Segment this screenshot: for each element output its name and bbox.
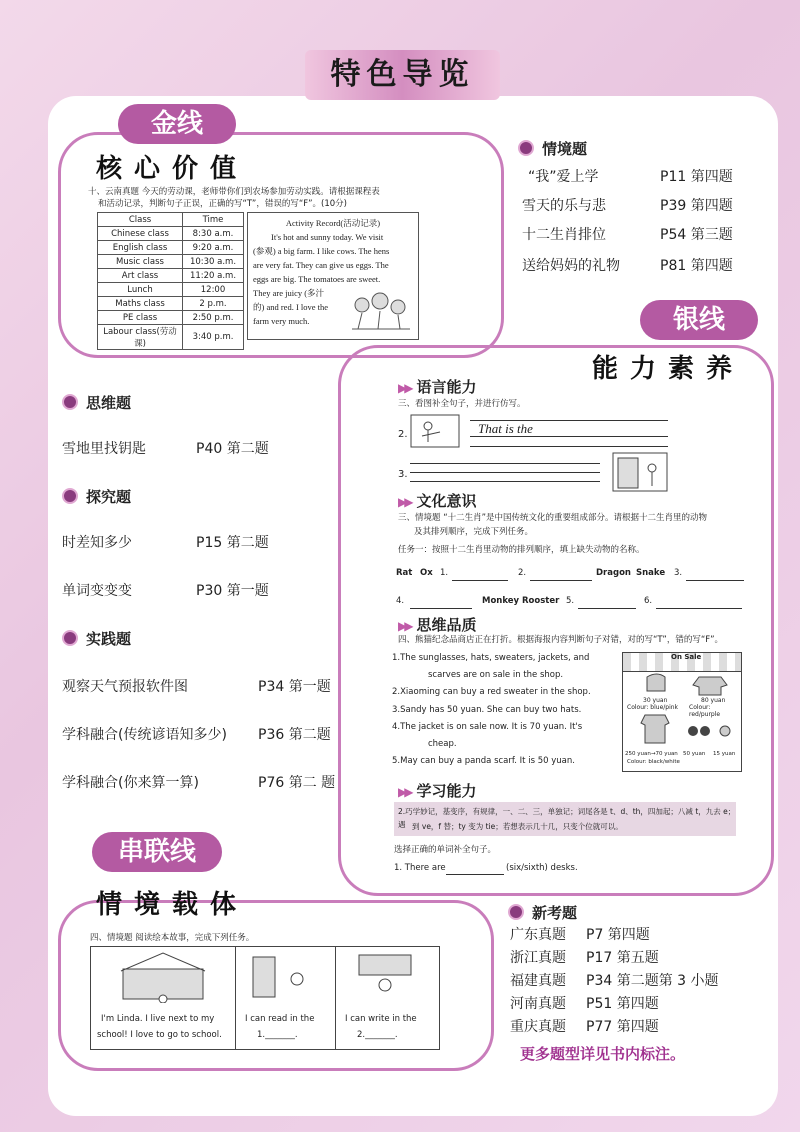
list-item (522, 255, 620, 275)
list-ref: P34 第一题 (258, 679, 331, 695)
bullet-icon (62, 488, 78, 504)
blank-2: 2. (518, 568, 527, 578)
list-ref: P34 第二题第 3 小题 (586, 973, 719, 989)
record-line: (参观) a big farm. I like cows. The hens (253, 246, 390, 256)
list-item: 时差知多少 (62, 535, 132, 551)
school-illustration (117, 951, 209, 1003)
list-item: 浙江真题 (510, 950, 566, 966)
list-ref: P7 第四题 (586, 927, 650, 943)
learning-q1a: 1. There are (394, 863, 446, 873)
teacher-illustration (410, 414, 460, 448)
learning-tip-box (394, 802, 736, 836)
bullet-icon (518, 140, 534, 156)
list-item: 观察天气预报软件图 (62, 679, 188, 695)
story-caption: I can read in the (245, 1014, 315, 1024)
list-item: 广东真题 (510, 927, 566, 943)
rule (470, 420, 668, 421)
zodiac-snake: Snake (636, 568, 666, 578)
blank-5: 5. (566, 596, 575, 606)
price: 15 yuan (713, 751, 736, 757)
thinking-heading (62, 392, 131, 413)
cell: 2:50 p.m. (183, 311, 244, 325)
language-heading (398, 376, 476, 397)
bullet-icon (62, 394, 78, 410)
cell: 3:40 p.m. (183, 325, 244, 350)
quality-item: 5.May can buy a panda scarf. It is 50 yuan. (392, 756, 575, 766)
heading-text: 学习能力 (416, 782, 477, 800)
rule (470, 436, 668, 437)
quality-heading (398, 614, 476, 635)
learning-prompt: 选择正确的单词补全句子。 (394, 845, 497, 855)
silver-title: 能力素养 (592, 354, 745, 384)
list-ref (660, 195, 733, 215)
cell: 11:20 a.m. (183, 269, 244, 283)
quality-item: 4.The jacket is on sale now. It is 70 yuan. It's (392, 722, 583, 732)
rule (578, 608, 636, 609)
triangle-icon: ▶▶ (398, 381, 411, 395)
footer-note: 更多题型详见书内标注。 (520, 1045, 686, 1063)
table-row (98, 325, 244, 350)
quality-instruction: 四、熊猫纪念品商店正在打折。根据海报内容判断句子对错，对的写“T”，错的写“F”。 (398, 635, 724, 645)
item-ref: P39 第四题 (660, 198, 733, 214)
zodiac-rat: Rat (396, 568, 413, 578)
heading-text: 文化意识 (416, 492, 477, 510)
rule (410, 608, 472, 609)
blank-4: 4. (396, 596, 405, 606)
heading-text: 思维题 (86, 394, 132, 412)
rule (530, 580, 592, 581)
list-item: 雪地里找钥匙 (62, 441, 146, 457)
bullet-icon (62, 630, 78, 646)
cell: Music class (98, 255, 183, 269)
record-line: They are juicy (多汁 (253, 288, 325, 298)
quality-item: scarves are on sale in the shop. (428, 670, 564, 680)
page-banner: 特色导览 (305, 50, 500, 100)
bullet-icon (508, 904, 524, 920)
quality-item: cheap. (428, 739, 457, 749)
cell: 2 p.m. (183, 297, 244, 311)
explore-heading (62, 486, 131, 507)
class-schedule-table (97, 212, 244, 350)
record-title: Activity Record(活动记录) (285, 218, 381, 228)
table-row (98, 241, 244, 255)
rule (446, 874, 504, 875)
item-ref: P81 第四题 (660, 258, 733, 274)
chain-instruction: 四、情境题 阅读绘本故事，完成下列任务。 (90, 933, 255, 943)
rule (656, 608, 742, 609)
quality-item: 1.The sunglasses, hats, sweaters, jackets, and (392, 653, 590, 663)
list-ref (660, 224, 733, 244)
record-line: eggs are big. The tomatoes are sweet. (253, 274, 381, 284)
rule (452, 580, 508, 581)
list-item: 福建真题 (510, 973, 566, 989)
story-panels (90, 946, 440, 1050)
rule (686, 580, 744, 581)
list-item: 单词变变变 (62, 583, 132, 599)
triangle-icon: ▶▶ (398, 619, 411, 633)
price-colour: Colour: blue/pink (627, 704, 679, 711)
learning-tip: 2.巧学妙记，基变序，有规律，一、二、三，单独记；词尾各是 t、d、th，四加起；八减 t，九去 e；遇 (398, 807, 736, 829)
record-line: 的) and red. I love the (253, 302, 329, 312)
story-panel-3 (335, 947, 439, 1049)
num-3: 3. (398, 469, 408, 480)
cell: Chinese class (98, 227, 183, 241)
culture-instruction: 三、情境题 “十二生肖”是中国传统文化的重要组成部分。请根据十二生肖里的动物 (398, 513, 708, 523)
item-name: 十二生肖排位 (522, 227, 606, 243)
list-ref: P17 第五题 (586, 950, 659, 966)
heading-text: 思维品质 (416, 616, 477, 634)
practice-heading (62, 628, 131, 649)
col-class: Class (98, 213, 183, 227)
cell: Maths class (98, 297, 183, 311)
culture-heading (398, 490, 476, 511)
zodiac-dragon: Dragon (596, 568, 631, 578)
answer-line-1: That is the (478, 421, 533, 436)
heading-text: 情境题 (542, 140, 588, 158)
item-ref: P54 第三题 (660, 227, 733, 243)
cell: 10:30 a.m. (183, 255, 244, 269)
cell: 9:20 a.m. (183, 241, 244, 255)
heading-text: 探究题 (86, 488, 132, 506)
record-line: It's hot and sunny today. We visit (271, 232, 384, 242)
price-colour: Colour: red/purple (689, 704, 721, 718)
list-item (528, 166, 599, 186)
story-panel-2 (235, 947, 336, 1049)
library-illustration (249, 953, 321, 1001)
culture-instruction-2: 及其排列顺序，完成下列任务。 (414, 527, 534, 537)
price: 50 yuan (683, 751, 706, 757)
col-time: Time (183, 213, 244, 227)
chain-title: 情境载体 (96, 890, 249, 920)
num-2: 2. (398, 429, 408, 440)
item-name: “我”爱上学 (528, 169, 599, 185)
list-ref: P51 第四题 (586, 996, 659, 1012)
learning-tip-2: 到 ve，f 替；ty 变为 tie；若想表示几十几，只变个位就可以。 (412, 822, 623, 831)
price: 30 yuan (643, 697, 668, 704)
cell: Art class (98, 269, 183, 283)
blank-3: 3. (674, 568, 683, 578)
cell: Labour class(劳动课) (98, 325, 183, 350)
list-ref: P77 第四题 (586, 1019, 659, 1035)
price: 80 yuan (701, 697, 726, 704)
item-name: 雪天的乐与悲 (522, 198, 606, 214)
zodiac-rooster: Rooster (522, 596, 560, 606)
story-caption: I can write in the (345, 1014, 417, 1024)
table-row (98, 255, 244, 269)
item-name: 送给妈妈的礼物 (522, 258, 620, 274)
blank-1: 1. (440, 568, 449, 578)
list-ref: P36 第二题 (258, 727, 331, 743)
cell: Lunch (98, 283, 183, 297)
tomato-illustration (348, 289, 414, 333)
cell: English class (98, 241, 183, 255)
cell: 8:30 a.m. (183, 227, 244, 241)
heading-text: 新考题 (532, 904, 578, 922)
cell: PE class (98, 311, 183, 325)
zodiac-ox: Ox (420, 568, 433, 578)
rule (410, 463, 600, 464)
culture-task: 任务一：按照十二生肖里动物的排列顺序，填上缺失动物的名称。 (398, 545, 645, 555)
record-line: farm very much. (253, 316, 310, 326)
price-colour: Colour: black/white (627, 759, 680, 765)
heading-text: 实践题 (86, 630, 132, 648)
list-ref: P15 第二题 (196, 535, 269, 551)
list-item: 学科融合(你来算一算) (62, 775, 199, 791)
blank-6: 6. (644, 596, 653, 606)
sale-title: On Sale (671, 653, 702, 661)
gold-title: 核心价值 (96, 154, 249, 184)
story-caption: school! I love to go to school. (97, 1030, 222, 1040)
item-ref: P11 第四题 (660, 169, 733, 185)
story-caption: 2._______. (357, 1030, 398, 1040)
silver-tag: 银线 (640, 300, 758, 340)
table-row (98, 269, 244, 283)
quality-item: 2.Xiaoming can buy a red sweater in the shop. (392, 687, 591, 697)
story-caption: I'm Linda. I live next to my (101, 1014, 215, 1024)
gold-question-2: 和活动记录，判断句子正误，正确的写“T”，错误的写“F”。(10分) (98, 199, 347, 209)
building-illustration (612, 452, 668, 492)
price: 250 yuan→70 yuan (625, 751, 678, 757)
list-ref (660, 255, 733, 275)
quality-item: 3.Sandy has 50 yuan. She can buy two hats. (392, 705, 582, 715)
zodiac-monkey: Monkey (482, 596, 520, 606)
triangle-icon: ▶▶ (398, 495, 411, 509)
rule (410, 481, 600, 482)
story-panel-1 (91, 947, 236, 1049)
list-ref: P76 第二 题 (258, 775, 336, 791)
classroom-illustration (349, 953, 421, 1001)
situation-heading (518, 138, 587, 159)
list-ref (660, 166, 733, 186)
table-row (98, 283, 244, 297)
story-caption: 1._______. (257, 1030, 298, 1040)
table-row (98, 311, 244, 325)
list-item (522, 224, 606, 244)
language-instruction: 三、看图补全句子，并进行仿写。 (398, 399, 526, 409)
chain-tag: 串联线 (92, 832, 222, 872)
rule (410, 472, 600, 473)
list-item (522, 195, 606, 215)
gold-question: 十、云南真题 今天的劳动课，老师带你们到农场参加劳动实践。请根据课程表 (88, 187, 380, 197)
learning-heading (398, 780, 476, 801)
table-row (98, 227, 244, 241)
activity-record (247, 212, 419, 340)
list-ref: P40 第二题 (196, 441, 269, 457)
record-line: are very fat. They can give us eggs. The (253, 260, 389, 270)
newexam-heading (508, 902, 577, 923)
gold-tag: 金线 (118, 104, 236, 144)
learning-q1b: (six/sixth) desks. (506, 863, 578, 873)
clothes-illustration (627, 673, 737, 751)
cell: 12:00 (183, 283, 244, 297)
rule (470, 446, 668, 447)
list-item: 学科融合(传统谚语知多少) (62, 727, 227, 743)
list-item: 河南真题 (510, 996, 566, 1012)
heading-text: 语言能力 (416, 378, 477, 396)
list-item: 重庆真题 (510, 1019, 566, 1035)
sale-shop (622, 652, 742, 772)
list-ref: P30 第一题 (196, 583, 269, 599)
table-row (98, 297, 244, 311)
triangle-icon: ▶▶ (398, 785, 411, 799)
